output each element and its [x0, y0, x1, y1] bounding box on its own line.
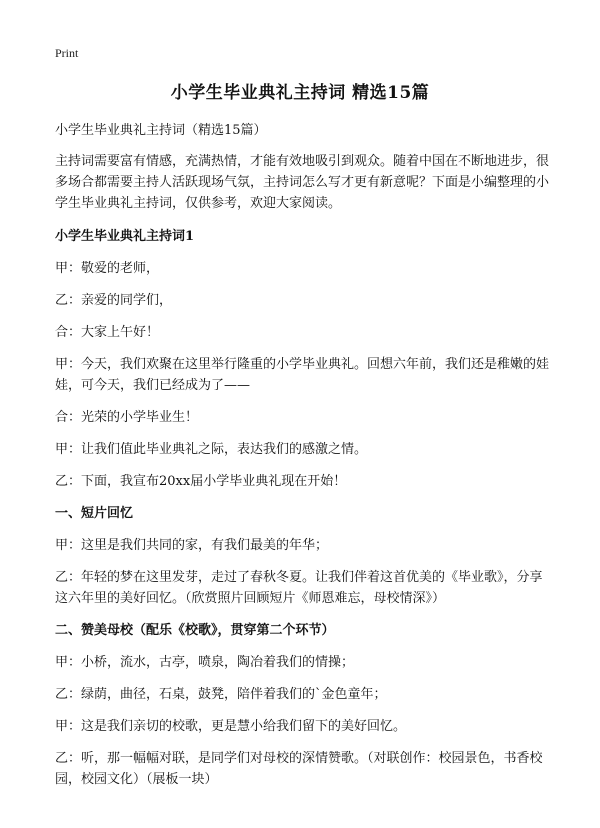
script-line: 乙：下面，我宣布20xx届小学毕业典礼现在开始！	[55, 474, 347, 489]
document-body	[55, 120, 555, 801]
script-line: 甲：今天，我们欢聚在这里举行隆重的小学毕业典礼。回想六年前，我们还是稚嫩的娃娃，可今天，我们已经成为了——	[55, 357, 550, 393]
script-line: 甲：这是我们亲切的校歌，更是慧小给我们留下的美好回忆。	[55, 719, 407, 734]
document-subtitle: 小学生毕业典礼主持词（精选15篇）	[55, 123, 267, 138]
script-line: 甲：让我们值此毕业典礼之际，表达我们的感激之情。	[55, 442, 368, 457]
script-line: 合：大家上午好！	[55, 325, 160, 340]
script-line: 乙：听，那一幅幅对联，是同学们对母校的深情赞歌。（对联创作：校园景色，书香校园，校园文化）（展板一块）	[55, 751, 543, 787]
print-link[interactable]: Print	[55, 46, 79, 60]
section-heading-3: 二、赞美母校（配乐《校歌》，贯穿第二个环节）	[55, 623, 335, 638]
intro-paragraph: 主持词需要富有情感，充满热情，才能有效地吸引到观众。随着中国在不断地进步，很多场合都需要主持人活跃现场气氛，主持词怎么写才更有新意呢？下面是小编整理的小学生毕业典礼主持词，仅供参考，欢迎大家阅读。	[55, 154, 550, 211]
script-line: 甲：小桥，流水，古亭，喷泉，陶冶着我们的情操；	[55, 655, 355, 670]
script-line: 甲：这里是我们共同的家，有我们最美的年华；	[55, 538, 329, 553]
script-line: 合：光荣的小学毕业生！	[55, 410, 199, 425]
script-line: 乙：绿荫，曲径，石桌，鼓凳，陪伴着我们的`金色童年；	[55, 687, 387, 702]
section-heading-1: 小学生毕业典礼主持词1	[55, 229, 195, 244]
script-line: 乙：年轻的梦在这里发芽，走过了春秋冬夏。让我们伴着这首优美的《毕业歌》，分享这六年里的美好回忆。（欣赏照片回顾短片《师恩难忘，母校情深》）	[55, 570, 543, 606]
section-heading-2: 一、短片回忆	[55, 506, 134, 521]
page-title: 小学生毕业典礼主持词 精选15篇	[170, 83, 430, 103]
script-line: 乙：亲爱的同学们，	[55, 293, 173, 308]
script-line: 甲：敬爱的老师，	[55, 261, 160, 276]
